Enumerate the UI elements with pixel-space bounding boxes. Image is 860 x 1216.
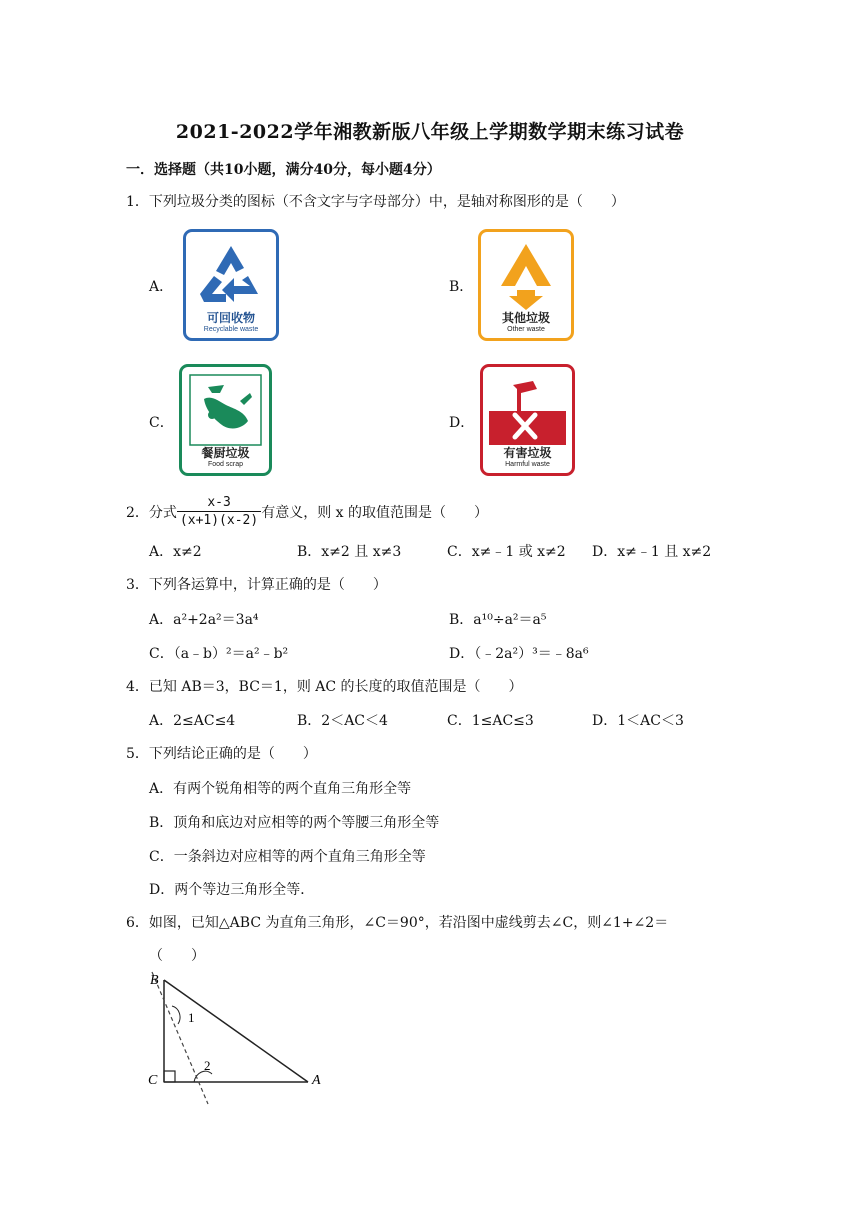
q1-option-d-letter: D． — [449, 415, 475, 431]
q2-option-d: D．x≠﹣1 且 x≠2 — [592, 544, 712, 560]
q1-option-d-en: Harmful waste — [505, 461, 550, 468]
q2-suffix: 有意义，则 x 的取值范围是（ ） — [261, 504, 488, 521]
q1-option-d-cn: 有害垃圾 — [503, 446, 552, 460]
question-4-stem: 4．已知 AB＝3，BC＝1，则 AC 的长度的取值范围是（ ） — [126, 679, 523, 695]
q1-option-b-letter: B． — [449, 279, 474, 295]
q4-option-b: B．2＜AC＜4 — [297, 713, 388, 729]
q1-option-a-cn: 可回收物 — [206, 311, 255, 325]
q3-option-a: A．a²+2a²＝3a⁴ — [149, 612, 259, 628]
q1-option-a-letter: A． — [149, 279, 174, 295]
question-1-stem: 1．下列垃圾分类的图标（不含文字与字母部分）中，是轴对称图形的是（ ） — [126, 194, 625, 210]
q2-prefix: 2．分式 — [126, 504, 177, 521]
q5-option-b: B．顶角和底边对应相等的两个等腰三角形全等 — [149, 815, 440, 831]
q1-option-b-en: Other waste — [507, 326, 545, 333]
right-triangle-diagram — [140, 968, 340, 1110]
q2-option-b: B．x≠2 且 x≠3 — [297, 544, 402, 560]
q2-option-c: C．x≠﹣1 或 x≠2 — [447, 544, 566, 560]
q1-option-a-en: Recyclable waste — [203, 326, 259, 333]
q3-option-c: C．（a﹣b）²＝a²﹣b² — [149, 646, 289, 662]
question-3-stem: 3．下列各运算中，计算正确的是（ ） — [126, 577, 387, 593]
q1-option-c-cn: 餐厨垃圾 — [201, 446, 250, 460]
angle-2-label: 2 — [204, 1058, 211, 1073]
question-2-stem — [126, 494, 488, 529]
q4-option-a: A．2≤AC≤4 — [149, 713, 236, 729]
angle-1-label: 1 — [188, 1010, 195, 1025]
recyclable-waste-icon — [183, 229, 279, 341]
q2-option-a: A．x≠2 — [149, 544, 202, 560]
food-scrap-icon — [179, 364, 272, 476]
q5-option-a: A．有两个锐角相等的两个直角三角形全等 — [149, 781, 412, 797]
vertex-c-label: C — [148, 1073, 158, 1088]
question-6-stem: 6．如图，已知△ABC 为直角三角形，∠C＝90°，若沿图中虚线剪去∠C，则∠1+∠2＝ — [126, 915, 669, 931]
q2-numerator: x-3 — [177, 494, 261, 512]
section-heading: 一．选择题（共10小题，满分40分，每小题4分） — [126, 162, 441, 178]
q3-option-d: D．（﹣2a²）³＝﹣8a⁶ — [449, 646, 589, 662]
other-waste-icon — [478, 229, 574, 341]
q5-option-d: D．两个等边三角形全等． — [149, 882, 315, 898]
q2-denominator: (x+1)(x-2) — [179, 513, 259, 528]
q5-option-c: C．一条斜边对应相等的两个直角三角形全等 — [149, 849, 426, 865]
harmful-waste-icon — [480, 364, 575, 476]
q4-option-d: D．1＜AC＜3 — [592, 713, 684, 729]
q4-option-c: C．1≤AC≤3 — [447, 713, 534, 729]
exam-title: 2021-2022学年湘教新版八年级上学期数学期末练习试卷 — [175, 121, 685, 143]
q1-option-c-letter: C． — [149, 415, 174, 431]
q2-fraction — [177, 494, 261, 529]
q3-option-b: B．a¹⁰÷a²＝a⁵ — [449, 612, 547, 628]
vertex-b-label: B — [150, 973, 159, 988]
q1-option-c-en: Food scrap — [207, 461, 244, 468]
question-6-stem-continued: （ ） — [149, 948, 205, 964]
q1-option-b-cn: 其他垃圾 — [501, 311, 550, 325]
question-5-stem: 5．下列结论正确的是（ ） — [126, 746, 317, 762]
vertex-a-label: A — [312, 1073, 321, 1088]
